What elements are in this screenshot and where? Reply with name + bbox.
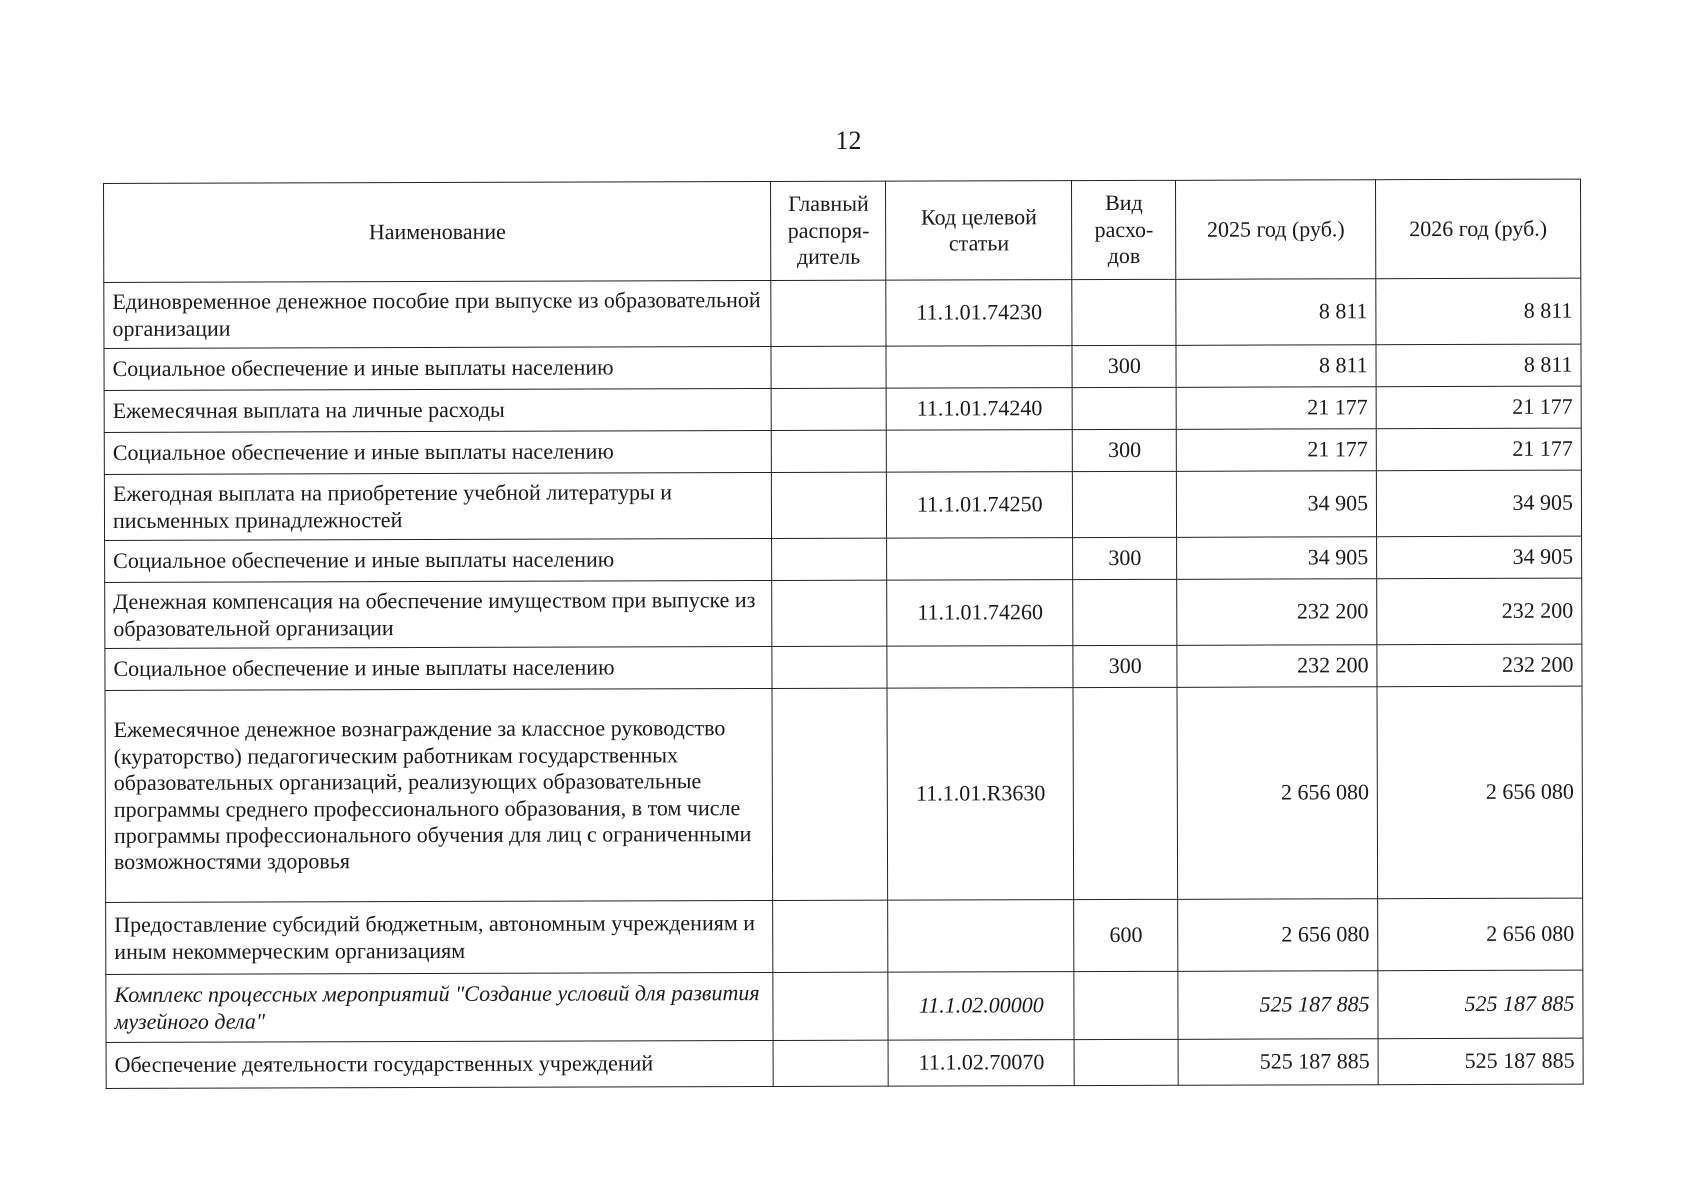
- cell-code: 11.1.01.74240: [887, 388, 1073, 431]
- cell-name: Ежемесячное денежное вознаграждение за классное руководство (кураторство) педагогическим работникам государственных образовательных организаций, реализующих образовательные программы среднего профессионального образования, в том числе программы профессионального обучения для лиц с ограниченными возможностями здоровья: [105, 689, 773, 903]
- cell-2026: 8 811: [1376, 278, 1581, 345]
- cell-name: Обеспечение деятельности государственных учреждений: [106, 1041, 774, 1089]
- cell-2025: 2 656 080: [1178, 899, 1378, 972]
- cell-name: Единовременное денежное пособие при выпуске из образовательной организации: [104, 281, 772, 349]
- cell-kind: 600: [1074, 899, 1178, 971]
- cell-admin: [772, 688, 888, 900]
- cell-2025: 34 905: [1177, 471, 1377, 538]
- column-header-2025: 2025 год (руб.): [1176, 180, 1376, 280]
- cell-2026: 232 200: [1377, 644, 1582, 687]
- cell-2025: 232 200: [1177, 645, 1377, 688]
- cell-kind: 300: [1073, 537, 1177, 579]
- cell-2026: 34 905: [1377, 536, 1582, 579]
- column-header-kind: Вид расхо-дов: [1072, 180, 1176, 279]
- column-header-admin: Главный распоря-дитель: [771, 181, 886, 280]
- page-number: 12: [835, 126, 862, 155]
- cell-2026: 525 187 885: [1378, 970, 1583, 1039]
- cell-code: [887, 538, 1073, 581]
- table-row: [104, 386, 1581, 432]
- cell-admin: [772, 472, 887, 538]
- table-row: [104, 278, 1581, 348]
- cell-name: Социальное обеспечение и иные выплаты населению: [104, 347, 772, 391]
- column-header-2026: 2026 год (руб.): [1376, 179, 1581, 279]
- cell-2025: 34 905: [1177, 537, 1377, 580]
- cell-2026: 525 187 885: [1378, 1038, 1583, 1085]
- cell-name: Социальное обеспечение и иные выплаты населению: [104, 431, 772, 475]
- cell-kind: 300: [1073, 645, 1177, 687]
- cell-admin: [771, 346, 886, 388]
- cell-kind: [1072, 387, 1176, 429]
- table-row: [104, 428, 1581, 474]
- budget-table: [103, 179, 1584, 1089]
- cell-kind: [1074, 971, 1178, 1039]
- column-header-name: Наименование: [104, 182, 772, 283]
- cell-admin: [772, 538, 887, 580]
- cell-code: 11.1.02.00000: [888, 972, 1074, 1041]
- cell-kind: [1074, 1039, 1178, 1085]
- cell-2025: 8 811: [1176, 345, 1376, 388]
- cell-name: Комплекс процессных мероприятий "Создание условий для развития музейного дела": [106, 973, 774, 1043]
- cell-kind: [1072, 279, 1176, 345]
- cell-2026: 232 200: [1377, 578, 1582, 645]
- cell-2025: 21 177: [1177, 429, 1377, 472]
- cell-code: 11.1.01.R3630: [887, 688, 1074, 901]
- cell-2026: 21 177: [1376, 386, 1581, 429]
- table-header-row: [104, 179, 1581, 282]
- cell-kind: 300: [1072, 345, 1176, 387]
- cell-admin: [772, 580, 887, 646]
- table-row: [105, 686, 1583, 902]
- cell-code: 11.1.01.74260: [887, 580, 1073, 647]
- cell-kind: [1073, 579, 1177, 645]
- column-header-code: Код целевой статьи: [886, 181, 1072, 281]
- table-row: [106, 898, 1583, 974]
- cell-admin: [773, 1040, 888, 1086]
- cell-2025: 2 656 080: [1177, 687, 1377, 900]
- cell-name: Ежегодная выплата на приобретение учебной литературы и письменных принадлежностей: [104, 473, 772, 541]
- cell-kind: [1073, 687, 1178, 899]
- cell-kind: 300: [1073, 429, 1177, 471]
- cell-name: Социальное обеспечение и иные выплаты населению: [105, 539, 773, 583]
- cell-admin: [772, 430, 887, 472]
- cell-name: Социальное обеспечение и иные выплаты населению: [105, 647, 773, 691]
- table-row: [104, 344, 1581, 390]
- cell-admin: [773, 972, 888, 1040]
- cell-2026: 2 656 080: [1377, 686, 1583, 899]
- cell-2026: 21 177: [1376, 428, 1581, 471]
- cell-2026: 8 811: [1376, 344, 1581, 387]
- cell-2025: 232 200: [1177, 579, 1377, 646]
- cell-code: [888, 900, 1074, 973]
- table-row: [105, 644, 1582, 690]
- cell-2025: 525 187 885: [1178, 971, 1378, 1040]
- table-row: [105, 578, 1582, 648]
- cell-code: [886, 346, 1072, 389]
- cell-name: Ежемесячная выплата на личные расходы: [104, 389, 772, 433]
- cell-2025: 8 811: [1176, 279, 1376, 346]
- cell-2025: 21 177: [1176, 387, 1376, 430]
- cell-code: [887, 430, 1073, 473]
- table-row: [104, 470, 1581, 540]
- cell-admin: [771, 280, 886, 346]
- cell-code: 11.1.01.74230: [886, 280, 1072, 347]
- cell-2026: 2 656 080: [1378, 898, 1583, 971]
- cell-name: Предоставление субсидий бюджетным, автономным учреждениям и иным некоммерческим организациям: [106, 901, 774, 975]
- table-row: [106, 1038, 1583, 1088]
- table-row-program: [106, 970, 1583, 1042]
- cell-admin: [772, 646, 887, 688]
- cell-admin: [773, 900, 888, 972]
- cell-2026: 34 905: [1376, 470, 1581, 537]
- table-row: [105, 536, 1582, 582]
- cell-code: 11.1.02.70070: [888, 1040, 1074, 1087]
- table-body: [104, 278, 1583, 1088]
- cell-admin: [772, 388, 887, 430]
- cell-kind: [1073, 471, 1177, 537]
- cell-name: Денежная компенсация на обеспечение имуществом при выпуске из образовательной организации: [105, 581, 773, 649]
- cell-code: [887, 646, 1073, 689]
- cell-2025: 525 187 885: [1178, 1039, 1378, 1086]
- cell-code: 11.1.01.74250: [887, 472, 1073, 539]
